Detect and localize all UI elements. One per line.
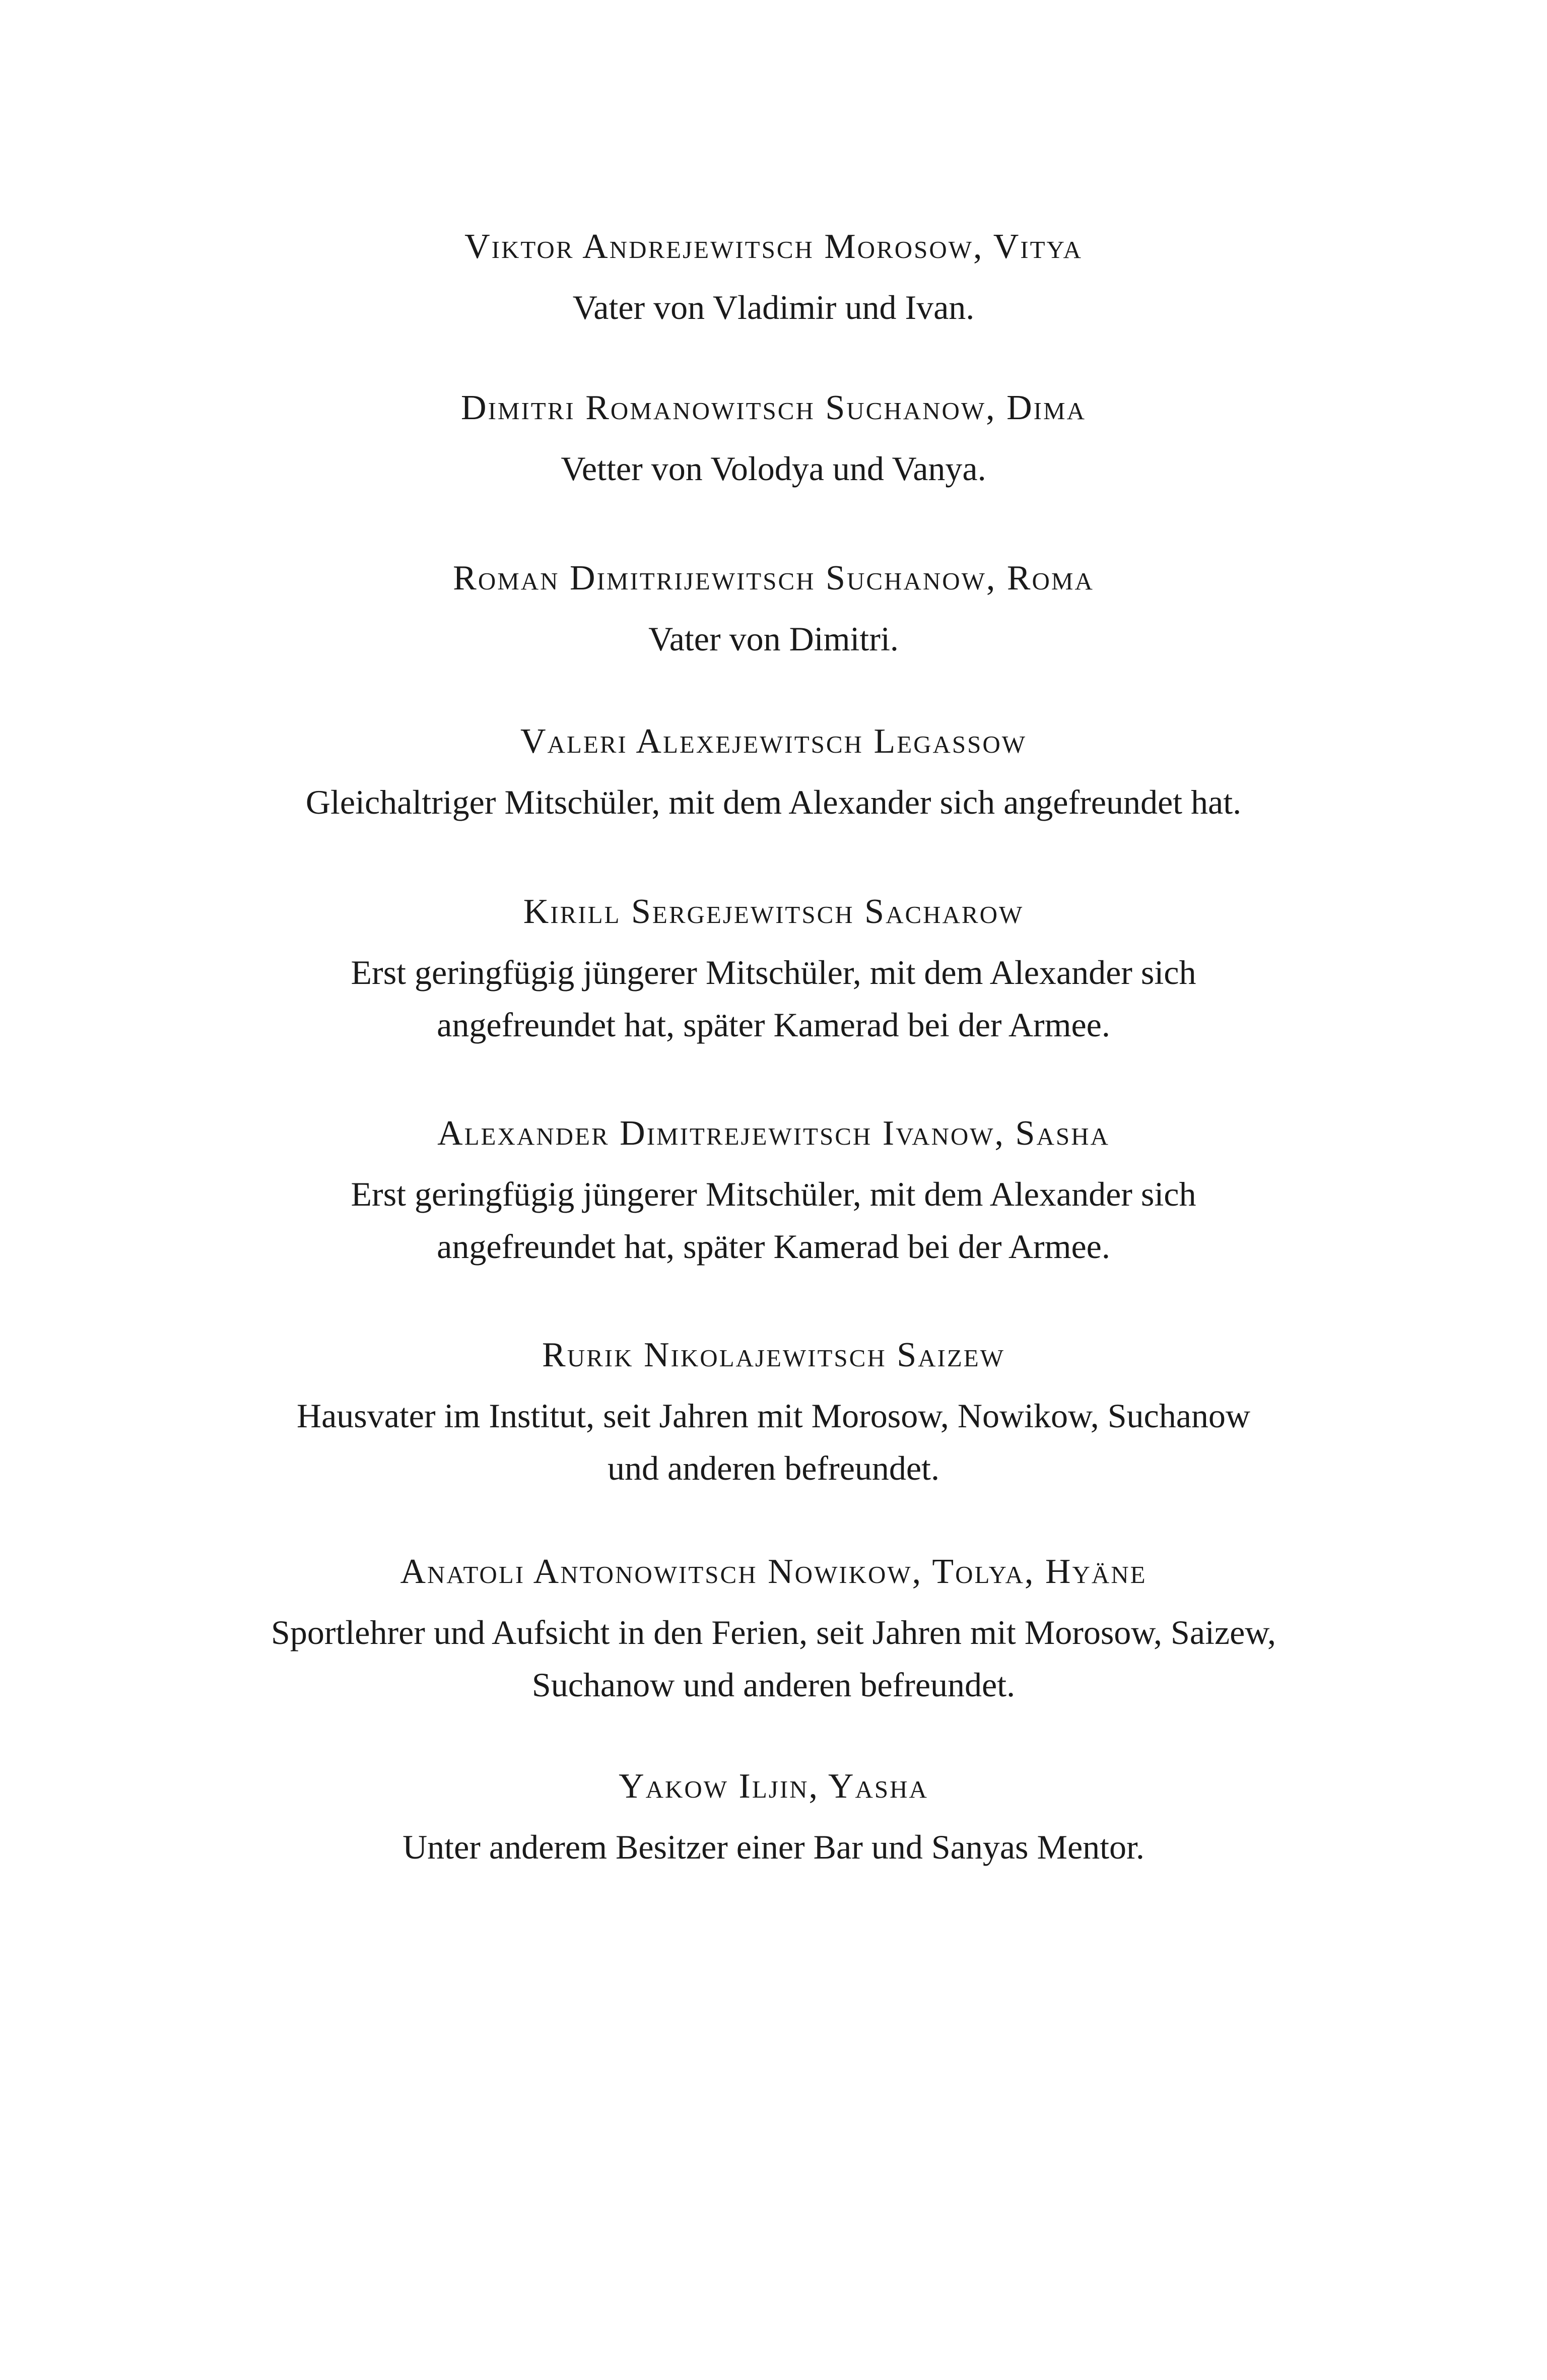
character-name: Rurik Nikolajewitsch Saizew — [542, 1336, 1005, 1374]
character-name: Valeri Alexejewitsch Legassow — [520, 722, 1027, 761]
character-name: Viktor Andrejewitsch Morosow, Vitya — [464, 227, 1083, 266]
character-entry — [0, 1761, 1547, 1873]
character-name: Anatoli Antonowitsch Nowikow, Tolya, Hyäne — [400, 1552, 1147, 1591]
description-line: Suchanow und anderen befreundet. — [531, 1666, 1016, 1704]
character-name: Roman Dimitrijewitsch Suchanow, Roma — [453, 559, 1094, 598]
description-line: angefreundet hat, später Kamerad bei der Armee. — [437, 1006, 1110, 1044]
description-line: Sportlehrer und Aufsicht in den Ferien, seit Jahren mit Morosow, Saizew, — [271, 1613, 1276, 1651]
description-line: Vater von Vladimir und Ivan. — [572, 288, 975, 326]
character-entry — [0, 383, 1547, 495]
description-line: Hausvater im Institut, seit Jahren mit Morosow, Nowikow, Suchanow — [296, 1397, 1251, 1435]
character-name: Yakow Iljin, Yasha — [619, 1767, 928, 1806]
character-name: Dimitri Romanowitsch Suchanow, Dima — [461, 388, 1086, 427]
character-description — [0, 776, 1547, 828]
character-description — [0, 946, 1547, 1051]
character-description — [0, 1168, 1547, 1273]
character-entry — [0, 222, 1547, 334]
description-line: Vetter von Volodya und Vanya. — [561, 449, 986, 488]
character-description — [0, 1821, 1547, 1873]
description-line: und anderen befreundet. — [608, 1449, 939, 1487]
character-entry — [0, 887, 1547, 1051]
character-description — [0, 1390, 1547, 1494]
description-line: Vater von Dimitri. — [648, 620, 899, 658]
character-entry — [0, 1108, 1547, 1273]
description-line: angefreundet hat, später Kamerad bei der Armee. — [437, 1227, 1110, 1266]
character-entry — [0, 716, 1547, 828]
character-entry — [0, 1330, 1547, 1494]
character-entry — [0, 1547, 1547, 1711]
description-line: Erst geringfügig jüngerer Mitschüler, mit dem Alexander sich — [351, 953, 1196, 991]
character-description — [0, 281, 1547, 334]
character-name: Kirill Sergejewitsch Sacharow — [523, 892, 1024, 931]
character-description — [0, 613, 1547, 665]
character-description — [0, 442, 1547, 495]
character-entry — [0, 553, 1547, 665]
character-name: Alexander Dimitrejewitsch Ivanow, Sasha — [437, 1114, 1110, 1153]
character-description — [0, 1606, 1547, 1711]
description-line: Unter anderem Besitzer einer Bar und Sanyas Mentor. — [402, 1828, 1145, 1866]
description-line: Erst geringfügig jüngerer Mitschüler, mit dem Alexander sich — [351, 1175, 1196, 1213]
description-line: Gleichaltriger Mitschüler, mit dem Alexander sich angefreundet hat. — [305, 783, 1242, 821]
